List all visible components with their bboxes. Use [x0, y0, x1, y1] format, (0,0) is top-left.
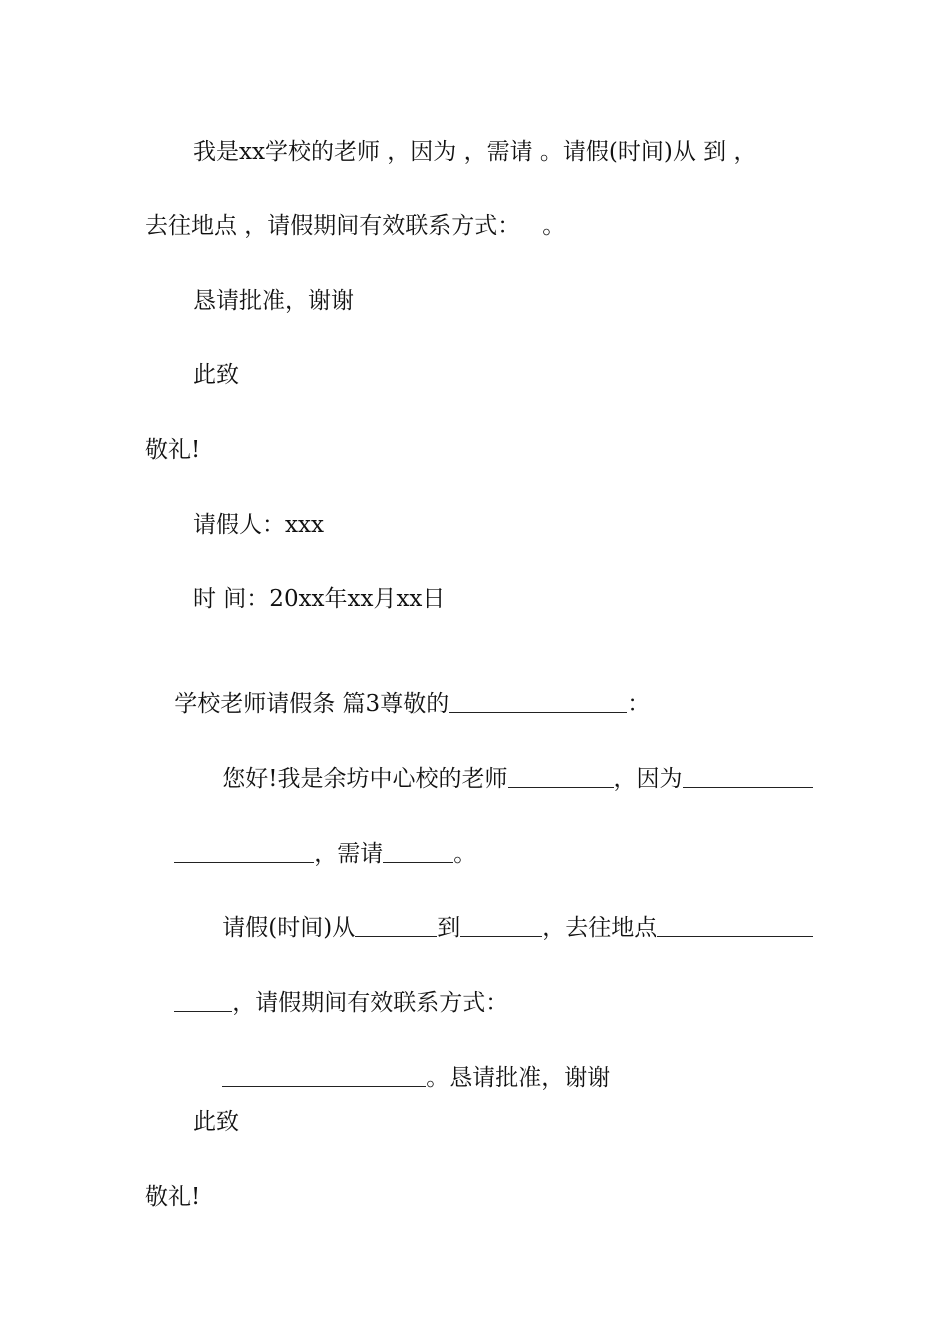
- paragraph-line: 我是xx学校的老师 ，因为 ，需请 。请假(时间)从 到 ，: [193, 139, 757, 165]
- paragraph-line: 请假(时间)从 到 ，去往地点: [193, 883, 813, 973]
- paragraph-line: ，请假期间有效联系方式：: [145, 958, 508, 1048]
- paragraph-line: ，需请 。: [145, 809, 476, 899]
- blank-field: [508, 765, 614, 788]
- paragraph-line: 。恳请批准，谢谢: [193, 1033, 610, 1123]
- paragraph-line: 敬礼!: [145, 1184, 201, 1210]
- blank-field: [222, 1064, 426, 1087]
- paragraph-line: 敬礼!: [145, 437, 201, 463]
- date-line: 时 间：20xx年xx月xx日: [193, 586, 446, 612]
- blank-field: [460, 914, 542, 937]
- section-title: 学校老师请假条 篇3尊敬的 ：: [174, 691, 651, 717]
- paragraph-line: 您好!我是余坊中心校的老师 ，因为: [193, 734, 813, 824]
- blank-field: [657, 914, 813, 937]
- blank-field: [449, 690, 627, 713]
- blank-field: [174, 989, 232, 1012]
- blank-field: [683, 765, 813, 788]
- requester-line: 请假人：xxx: [193, 512, 324, 538]
- blank-field: [383, 840, 453, 863]
- paragraph-line: 此致: [193, 362, 239, 388]
- blank-field: [174, 840, 314, 863]
- paragraph-line: 恳请批准，谢谢: [193, 288, 354, 314]
- paragraph-line: 此致: [193, 1109, 239, 1135]
- blank-field: [355, 914, 437, 937]
- paragraph-line: 去往地点 ，请假期间有效联系方式： 。: [145, 213, 566, 239]
- section-title-text: 学校老师请假条 篇3尊敬的: [174, 691, 450, 717]
